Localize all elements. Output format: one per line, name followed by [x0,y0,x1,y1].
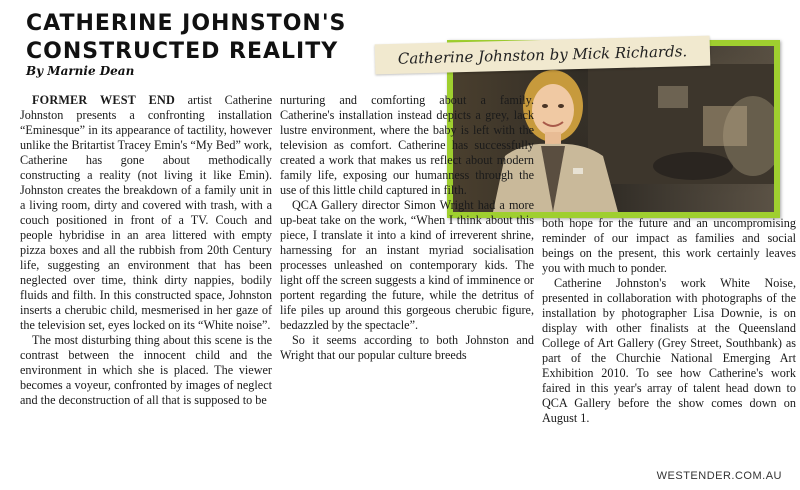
article-byline: By Marnie Dean [26,64,135,78]
article-column-2 [280,93,534,363]
article-title-line-2: CONSTRUCTED REALITY [26,39,339,64]
paragraph-4: So it seems according to both Johnston and Wright that our popular culture breeds [280,333,534,362]
photo-caption: Catherine Johnston by Mick Richards. [375,36,711,75]
paragraph-1-text: artist Catherine Johnston presents a confronting installation “Eminesque” in its appearance of tactility, however unlike the Britartist Tracey Emin's “My Bed” work, Catherine has gone about methodically constructing a reality (not living it like Emin). Johnston creates the breakdown of a family unit in a living room, dirty and covered with trash, with a couch positioned in front of a TV. Couch and people hybridise in an area littered with empty pizza boxes and all the rubbish from 20th Century life, suggesting an environment that has been neglected over time, think dirty nappies, bodily fluids and filth. In this constructed space, Johnston inserts a cherubic child, mesmerised in her gaze of the television set, eyes locked on its “White noise”. [20,93,273,332]
paragraph-5: Catherine Johnston's work White Noise, presented in collaboration with photographs of the installation by photographer Lisa Downie, is on display with other finalists at the Queensland College of Art Gallery (Grey Street, Southbank) as part of the Churchie National Emerging Art Exhibition 2010. To see how Catherine's work faired in this year's array of talent head down to QCA Gallery before the show comes down on August 1. [542,276,796,425]
paragraph-3: QCA Gallery director Simon Wright had a more up-beat take on the work, “When I think about this piece, I translate it into a kind of irreverent shrine, harnessing for an instant myriad socialisation processes unleashed on contemporary kids. The light off the screen suggests a kind of imminence or portent regarding the future, while the detritus of life piles up around this gorgeous cherubic figure, bedazzled by the spectacle”. [280,198,534,332]
article-title-line-1: CATHERINE JOHNSTON'S [26,11,347,36]
paragraph-1-lead: FORMER WEST END [32,93,175,107]
footer-website: WESTENDER.COM.AU [656,470,782,482]
paragraph-4-continued: both hope for the future and an uncompromising reminder of our impact as families and social beings on the present, this work certainly leaves you with much to ponder. [542,216,796,275]
article-column-3 [542,216,796,426]
article-column-1 [20,93,272,408]
paragraph-1 [20,93,272,333]
paragraph-2: The most disturbing thing about this scene is the contrast between the innocent child and the environment in which she is placed. The viewer becomes a voyeur, confronted by images of neglect and the deconstruction of all that is supposed to be [20,333,272,407]
paragraph-2-continued: nurturing and comforting about a family. Catherine's installation instead depicts a grey, lack lustre environment, where the baby is left with the television as comfort. Catherine has successfully created a work that makes us reflect about modern family life, exposing our humanness through the use of this little child captured in filth. [280,93,534,197]
article-title [26,10,406,66]
